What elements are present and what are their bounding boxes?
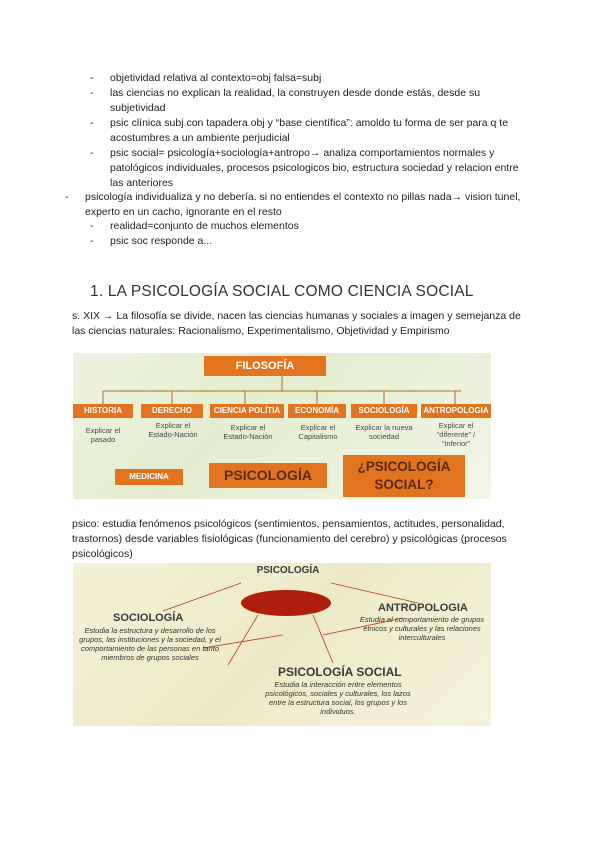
list-item: - psic clínica subj con tapadera obj y “base científica”: amoldo tu forma de ser para q te acostumbres a un ambiente perjudicial <box>90 117 509 144</box>
root-box: FILOSOFÍA <box>204 356 326 376</box>
branch-desc: Explicar el Capitalismo <box>298 423 338 441</box>
antropologia-desc: Estudia el comportamiento de grupos étnicos y culturales y las relaciones interculturales <box>359 615 485 642</box>
branch-desc: Explicar el Estado-Nación <box>148 421 198 439</box>
medicina-box: MEDICINA <box>115 469 183 485</box>
list-item: - objetividad relativa al contexto=obj falsa=subj <box>90 72 322 84</box>
sociologia-desc: Estudia la estructura y desarrollo de los grupos, las instituciones y la sociedad, y el comportamiento de las personas en tanto miembros de grupos sociales <box>79 626 221 662</box>
branch-antropologia: ANTROPOLOGIA <box>421 404 491 418</box>
psico-paragraph: psico: estudia fenómenos psicológicos (sentimientos, pensamientos, actitudes, personalidad, trastornos) desde variables fisiológicas (funcionamiento del cerebro) y psicológicas (procesos psicológicos) <box>72 518 507 560</box>
list-item: - psic soc responde a... <box>90 235 213 247</box>
list-item: - realidad=conjunto de muchos elementos <box>90 220 299 232</box>
branch-desc: Explicar el Estado-Nación <box>223 423 273 441</box>
intro-paragraph: s. XIX → La filosofía se divide, nacen las ciencias humanas y sociales a imagen y semejanza de las ciencias naturales: Racionalismo, Experimentalismo, Objetividad y Empirismo <box>72 310 521 337</box>
section-heading: 1. LA PSICOLOGÍA SOCIAL COMO CIENCIA SOCIAL <box>90 283 474 300</box>
sociologia-label: SOCIOLOGÍA <box>113 612 184 624</box>
antropologia-label: ANTROPOLOGIA <box>378 602 468 614</box>
psychology-relations-diagram <box>73 563 491 726</box>
psicologia-social-box: ¿PSICOLOGÍA SOCIAL? <box>343 455 465 497</box>
branch-sociologia: SOCIOLOGÍA <box>351 404 417 418</box>
list-item: - las ciencias no explican la realidad, la construyen desde donde estás, desde su subjetividad <box>90 87 481 114</box>
branch-desc: Explicar el pasado <box>85 426 121 444</box>
list-item: - psicología individualiza y no debería. si no entiendes el contexto no pillas nada→ vision tunel, experto en un cacho, ignorante en el resto <box>65 191 521 218</box>
philosophy-diagram <box>73 353 491 499</box>
branch-desc: Explicar la nueva sociedad <box>355 423 413 441</box>
psicologia-social-desc: Estudia la interacción entre elementos psicológicos, sociales y culturales, los lazos entre la estructura social, los grupos y los individuos. <box>265 680 411 716</box>
branch-desc: Explicar el “diferente” / “Inferior” <box>436 421 476 448</box>
branch-economia: ECONOMÍA <box>288 404 346 418</box>
branch-historia: HISTORIA <box>73 404 133 418</box>
psicologia-label: PSICOLOGÍA <box>256 565 320 576</box>
branch-derecho: DERECHO <box>141 404 203 418</box>
branch-ciencia-politica: CIENCIA POLÍTIA <box>210 404 284 418</box>
psicologia-box: PSICOLOGÍA <box>209 463 327 488</box>
list-item: - psic social= psicología+sociología+antropo→ analiza comportamientos normales y patológicos individuales, procesos psicologicos bio, estructura sociedad y relacion entre las anteriores <box>90 147 519 189</box>
psicologia-social-label: PSICOLOGÍA SOCIAL <box>278 665 402 679</box>
